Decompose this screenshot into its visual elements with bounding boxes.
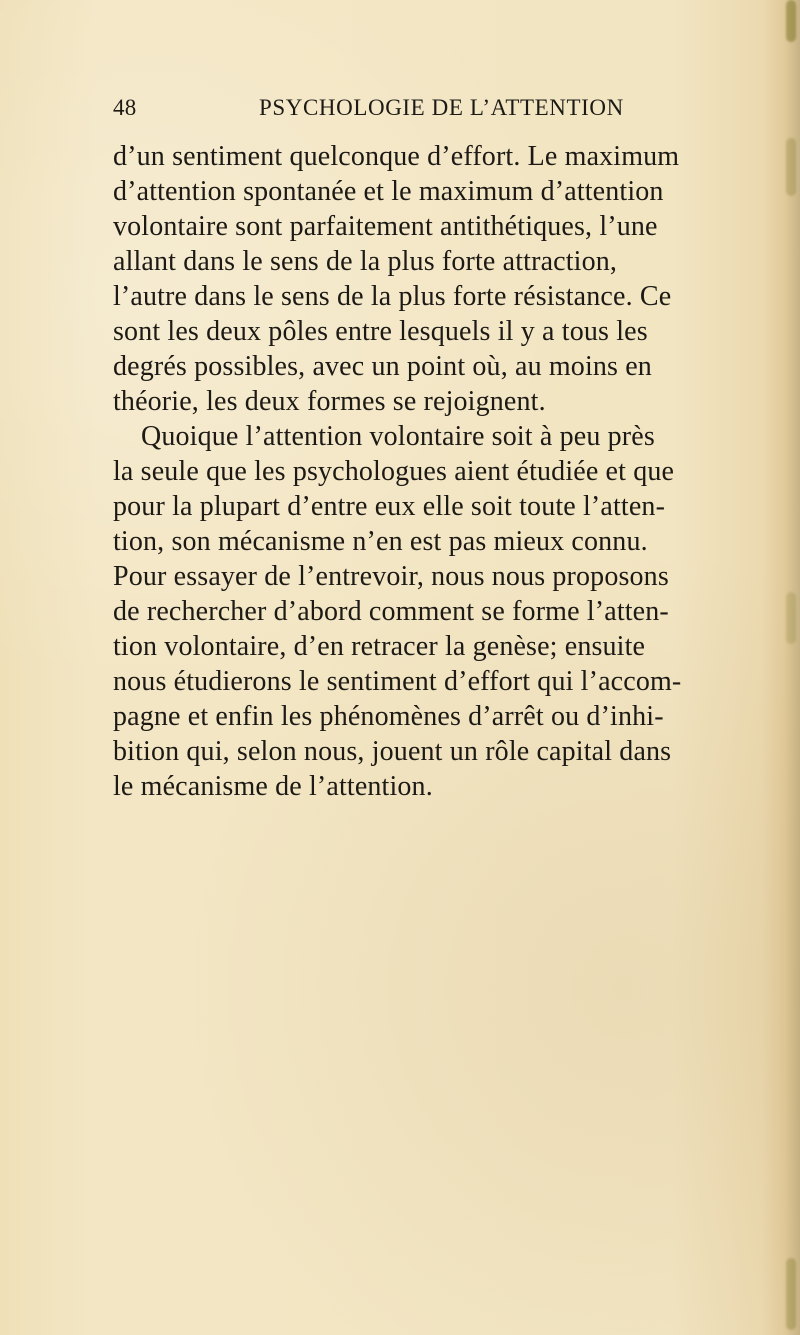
text-line: l’autre dans le sens de la plus forte résistance. Ce <box>113 281 672 312</box>
text-line: Pour essayer de l’entrevoir, nous nous proposons <box>113 561 669 592</box>
text-line: pour la plupart d’entre eux elle soit toute l’atten- <box>113 491 666 522</box>
text-line: volontaire sont parfaitement antithétiques, l’une <box>113 211 658 242</box>
text-line: de rechercher d’abord comment se forme l’atten- <box>113 596 669 627</box>
page-edge-stain <box>786 1258 796 1330</box>
text-line: sont les deux pôles entre lesquels il y a tous les <box>113 316 648 347</box>
text-line: nous étudierons le sentiment d’effort qui l’accom- <box>113 666 682 697</box>
text-line: tion volontaire, d’en retracer la genèse; ensuite <box>113 631 646 662</box>
page-edge-stain <box>786 592 796 644</box>
running-header <box>113 91 733 125</box>
text-line: d’attention spontanée et le maximum d’attention <box>113 176 664 207</box>
page-edge-stain <box>786 0 796 42</box>
body-text <box>113 138 742 802</box>
page-edge-stain <box>786 138 796 196</box>
text-line: d’un sentiment quelconque d’effort. Le maximum <box>113 141 680 172</box>
paragraph-first-line: Quoique l’attention volontaire soit à peu près <box>141 421 655 452</box>
text-line: bition qui, selon nous, jouent un rôle capital dans <box>113 736 672 767</box>
text-line: théorie, les deux formes se rejoignent. <box>113 386 546 417</box>
running-title: PSYCHOLOGIE DE L’ATTENTION <box>259 95 624 120</box>
text-line: allant dans le sens de la plus forte attraction, <box>113 246 618 277</box>
text-line: tion, son mécanisme n’en est pas mieux connu. <box>113 526 648 557</box>
text-line: degrés possibles, avec un point où, au moins en <box>113 351 652 382</box>
text-line: la seule que les psychologues aient étudiée et que <box>113 456 675 487</box>
text-line: pagne et enfin les phénomènes d’arrêt ou d’inhi- <box>113 701 664 732</box>
text-line: le mécanisme de l’attention. <box>113 771 433 802</box>
page-number: 48 <box>113 95 137 120</box>
